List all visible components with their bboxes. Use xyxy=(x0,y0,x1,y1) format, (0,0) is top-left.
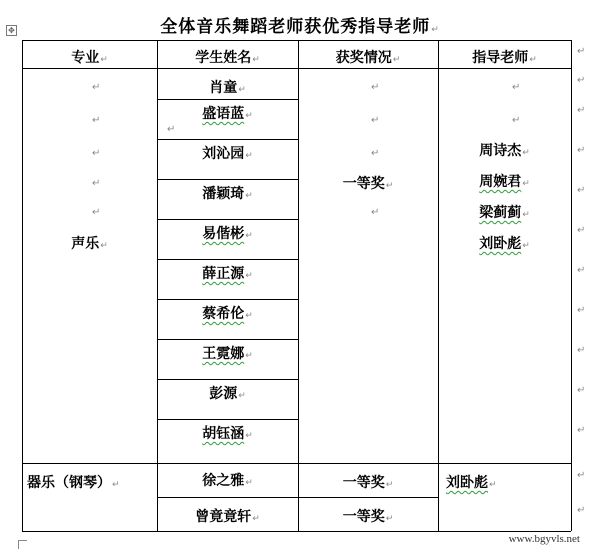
student-row-line xyxy=(157,339,298,340)
row-end-mark-icon: ↵ xyxy=(577,305,586,316)
student-name: 彭源↵ xyxy=(209,386,246,402)
teacher-name: 周婉君↵ xyxy=(479,174,530,190)
table-border-right xyxy=(571,40,572,531)
student-name: 王霓娜↵ xyxy=(202,346,253,362)
award-instrument: 一等奖↵ xyxy=(342,509,394,525)
row-end-mark-icon: ↵ xyxy=(577,385,586,396)
row-end-mark-icon: ↵ xyxy=(577,145,586,156)
header-teacher: 指导老师↵ xyxy=(472,50,537,66)
watermark-text: www.bgyvls.net xyxy=(508,533,580,545)
paragraph-mark-icon: ↵ xyxy=(92,178,101,189)
paragraph-mark-icon: ↵ xyxy=(92,115,101,126)
row-end-mark-icon: ↵ xyxy=(577,185,586,196)
student-name: 薛正源↵ xyxy=(202,266,253,282)
page-corner-mark xyxy=(18,540,27,549)
student-row-line xyxy=(157,299,298,300)
student-name: 蔡希伦↵ xyxy=(202,306,253,322)
row-end-mark-icon: ↵ xyxy=(577,225,586,236)
student-name: 徐之雅↵ xyxy=(202,473,253,489)
row-end-mark-icon: ↵ xyxy=(577,105,586,116)
paragraph-mark-icon: ↵ xyxy=(371,207,380,218)
row-end-mark-icon: ↵ xyxy=(577,345,586,356)
column-divider-2 xyxy=(298,40,299,531)
document-title: 全体音乐舞蹈老师获优秀指导老师↵ xyxy=(160,17,440,37)
paragraph-mark-icon: ↵ xyxy=(512,82,521,93)
teacher-name: 梁蓟蓟↵ xyxy=(479,205,530,221)
student-row-line xyxy=(157,379,298,380)
header-student: 学生姓名↵ xyxy=(195,50,260,66)
paragraph-mark-icon: ↵ xyxy=(92,207,101,218)
student-name: 易偕彬↵ xyxy=(202,226,253,242)
header-award: 获奖情况↵ xyxy=(335,50,401,66)
paragraph-mark-icon: ↵ xyxy=(371,82,380,93)
major-instrument: 器乐（钢琴）↵ xyxy=(27,475,120,491)
student-name: 曾竟竟轩↵ xyxy=(195,509,260,525)
header-major: 专业↵ xyxy=(71,50,108,66)
paragraph-mark-icon: ↵ xyxy=(92,82,101,93)
table-border-left xyxy=(22,40,23,531)
student-row-line xyxy=(157,179,298,180)
teacher-name: 刘卧彪↵ xyxy=(479,236,530,252)
column-divider-3 xyxy=(438,40,439,531)
award-instrument: 一等奖↵ xyxy=(342,475,394,491)
row-end-mark-icon: ↵ xyxy=(577,470,586,481)
student-name: 刘沁园↵ xyxy=(202,146,253,162)
section-divider xyxy=(22,463,571,464)
student-name: 肖童↵ xyxy=(209,80,246,96)
table-move-handle-icon[interactable]: ✥ xyxy=(6,25,17,36)
header-row-divider xyxy=(22,68,571,69)
student-row-line xyxy=(157,99,298,100)
paragraph-mark-icon: ↵ xyxy=(167,124,176,135)
student-row-line xyxy=(157,139,298,140)
paragraph-mark-icon: ↵ xyxy=(92,148,101,159)
student-name: 胡钰涵↵ xyxy=(202,426,253,442)
row-end-mark-icon: ↵ xyxy=(577,75,586,86)
row-end-mark-icon: ↵ xyxy=(577,505,586,516)
student-row-line xyxy=(157,219,298,220)
student-name: 盛语蓝↵ xyxy=(202,106,253,122)
table-border-top xyxy=(22,40,571,41)
paragraph-mark-icon: ↵ xyxy=(371,115,380,126)
row-end-mark-icon: ↵ xyxy=(577,265,586,276)
row-end-mark-icon: ↵ xyxy=(577,46,586,57)
table-border-bottom xyxy=(22,531,571,532)
major-vocal: 声乐↵ xyxy=(71,236,108,252)
teacher-name: 刘卧彪↵ xyxy=(446,475,497,491)
award-vocal: 一等奖↵ xyxy=(342,176,394,192)
paragraph-mark-icon: ↵ xyxy=(371,148,380,159)
paragraph-mark-icon: ↵ xyxy=(512,115,521,126)
student-row-line xyxy=(157,259,298,260)
student-row-line xyxy=(157,419,298,420)
teacher-name: 周诗杰↵ xyxy=(479,143,530,159)
student-name: 潘颖琦↵ xyxy=(202,186,253,202)
row-end-mark-icon: ↵ xyxy=(577,425,586,436)
